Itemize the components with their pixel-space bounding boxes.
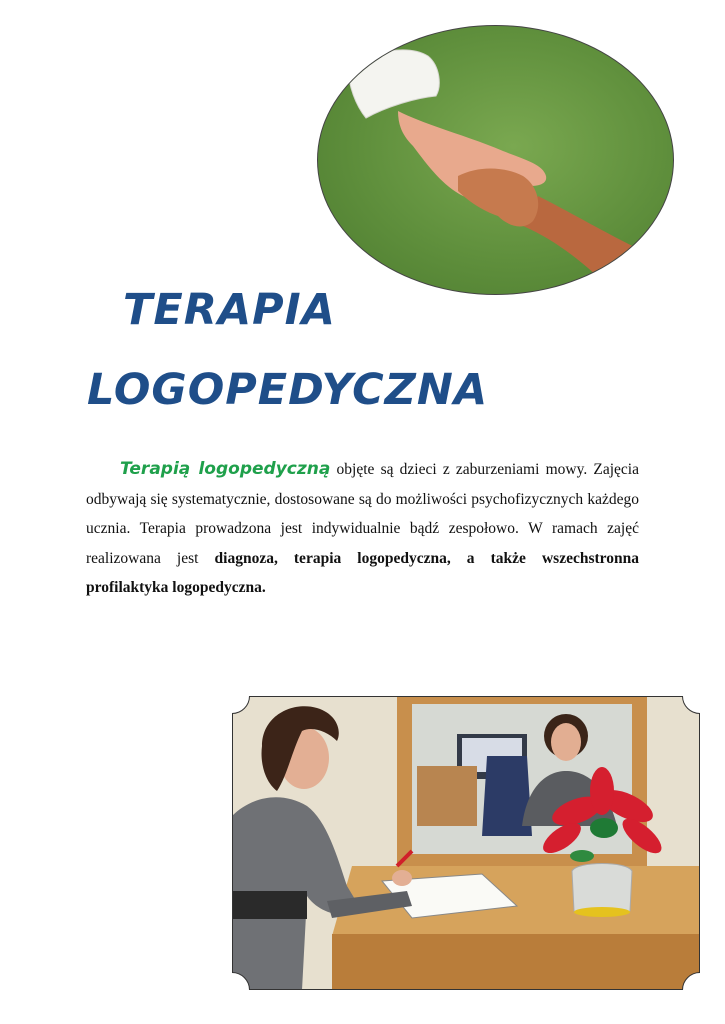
paragraph-text: objęte są dzieci z zaburzeniami mowy. Zajęcia odbywają się systematycznie, dostosowane są do możliwości psychofizycznych każdego ucznia. Terapia prowadzona jest indywidualnie bądź zespołowo. W ramach zajęć realizowana jest (86, 461, 639, 567)
therapy-session-photo (232, 696, 700, 990)
description-paragraph (86, 455, 639, 603)
hands-photo (317, 25, 674, 295)
title-line-1: TERAPIA (123, 285, 336, 335)
paragraph-bold-text: diagnoza, terapia logopedyczna, a także wszechstronna profilaktyka logopedyczna. (86, 549, 639, 596)
child-arm (523, 196, 674, 295)
lead-phrase: Terapią logopedyczną (120, 459, 331, 479)
sleeve-cuff (348, 50, 439, 118)
title-line-2: LOGOPEDYCZNA (87, 365, 489, 415)
